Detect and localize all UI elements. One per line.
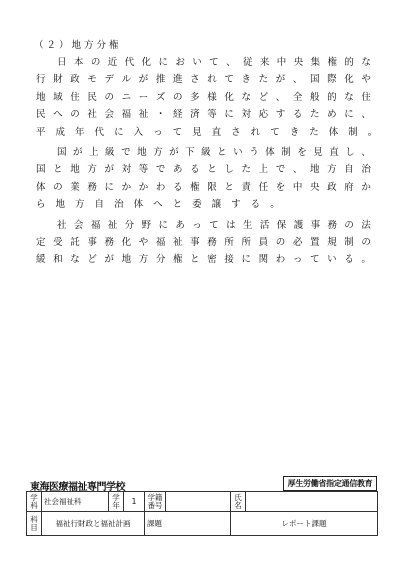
character: と — [207, 164, 217, 176]
text-line — [36, 180, 371, 196]
character: 級 — [105, 147, 115, 158]
character: 制 — [348, 126, 358, 138]
text-line — [36, 90, 371, 106]
character: 保 — [276, 219, 287, 231]
character: 地 — [121, 254, 132, 266]
subject-value: 福祉行財政と福祉計画 — [42, 512, 145, 536]
character: 地 — [137, 147, 147, 158]
character: の — [53, 181, 63, 193]
character: 密 — [207, 254, 217, 266]
character: き — [241, 74, 252, 86]
character: か — [121, 181, 132, 193]
text-line — [36, 125, 378, 141]
form-row-2 — [27, 512, 378, 536]
character: に — [224, 109, 234, 121]
character: ・ — [155, 109, 166, 121]
character: 、 — [226, 57, 236, 68]
character: デ — [104, 74, 115, 86]
character: 推 — [155, 74, 166, 86]
character: 般 — [310, 91, 320, 103]
character: の — [344, 219, 354, 231]
text-line — [57, 218, 371, 234]
character: っ — [192, 219, 202, 231]
text-line — [36, 162, 371, 178]
character: 民 — [36, 109, 46, 121]
character: い — [192, 57, 202, 68]
character: 年 — [75, 126, 85, 138]
character: 方 — [153, 147, 163, 158]
character: お — [175, 57, 185, 68]
assignment-value: レポート課題 — [231, 512, 378, 536]
department-value: 社会福祉科 — [42, 492, 109, 512]
character: 直 — [329, 147, 339, 158]
character: さ — [190, 74, 200, 86]
character: 対 — [241, 109, 252, 121]
text-line — [36, 197, 371, 213]
character: 方 — [138, 254, 149, 266]
character: 来 — [259, 57, 270, 68]
character: を — [297, 147, 307, 158]
character: 体 — [265, 147, 275, 158]
character: ー — [138, 91, 149, 103]
character: 見 — [192, 126, 202, 138]
character: 緩 — [36, 254, 46, 266]
character: さ — [231, 126, 241, 138]
character: す — [231, 199, 241, 211]
character: 様 — [207, 91, 217, 103]
character: 制 — [344, 237, 354, 248]
character: な — [241, 91, 252, 103]
subject-label: 科 目 — [27, 512, 42, 536]
character: 代 — [124, 57, 135, 68]
character: て — [209, 219, 219, 231]
character: 集 — [310, 57, 321, 68]
character: て — [224, 74, 234, 86]
character: 、 — [292, 164, 303, 176]
character: 直 — [211, 126, 222, 138]
character: 地 — [36, 91, 46, 103]
character: 権 — [190, 181, 200, 193]
character: が — [275, 74, 286, 86]
character: な — [344, 91, 354, 103]
character: す — [275, 109, 286, 121]
character: に — [241, 254, 252, 266]
character: し — [224, 164, 234, 176]
character: と — [224, 181, 234, 193]
character: 権 — [327, 57, 338, 68]
character: て — [172, 126, 183, 138]
character: 政 — [70, 74, 80, 86]
character: 祉 — [138, 109, 149, 121]
character: 会 — [104, 109, 115, 121]
text-line — [36, 107, 371, 123]
character: て — [270, 126, 280, 138]
character: 譲 — [211, 199, 222, 211]
character: 、 — [361, 109, 371, 121]
character: 祉 — [107, 219, 118, 231]
text-line — [36, 72, 371, 88]
character: 受 — [53, 237, 63, 248]
character: 野 — [141, 219, 152, 231]
character: い — [233, 147, 243, 158]
character: 社 — [57, 219, 67, 231]
character: 地 — [55, 199, 66, 211]
character: あ — [173, 164, 183, 176]
character: 和 — [53, 254, 63, 266]
form-row-1 — [27, 492, 378, 512]
character: の — [104, 91, 115, 103]
character: の — [275, 237, 286, 248]
character: 所 — [241, 237, 252, 248]
character: と — [53, 164, 63, 176]
character: 平 — [36, 126, 46, 138]
section-heading: （２）地方分権 — [34, 40, 122, 51]
character: 央 — [310, 181, 320, 193]
character: や — [361, 74, 371, 86]
character: を — [275, 181, 286, 193]
character: 国 — [57, 147, 67, 158]
character: 応 — [258, 109, 269, 121]
text-line — [57, 145, 371, 161]
character: る — [173, 181, 183, 193]
character: 住 — [361, 91, 371, 103]
character: 。 — [361, 254, 371, 266]
character: 業 — [70, 181, 80, 193]
character: 府 — [344, 181, 354, 193]
character: 方 — [87, 164, 97, 176]
character: 多 — [190, 91, 200, 103]
character: 進 — [173, 74, 183, 86]
character: 委 — [192, 199, 202, 211]
character: 域 — [53, 91, 63, 103]
character: 国 — [310, 74, 320, 86]
character: 、 — [292, 74, 303, 86]
character: 限 — [207, 181, 217, 193]
character: 福 — [121, 109, 132, 121]
character: 等 — [207, 109, 217, 121]
accreditation-stamp: 厚生労働省指定通信教育 — [283, 476, 377, 491]
character: れ — [250, 126, 261, 138]
character: 住 — [70, 91, 80, 103]
character: 済 — [190, 109, 200, 121]
character: 所 — [224, 237, 234, 248]
character: わ — [155, 181, 166, 193]
character: の — [361, 237, 371, 248]
character: 務 — [327, 219, 338, 231]
character: 、 — [275, 91, 286, 103]
character: れ — [207, 74, 217, 86]
character: た — [258, 74, 269, 86]
character: 福 — [155, 237, 166, 248]
character: 成 — [55, 126, 66, 138]
character: め — [327, 109, 337, 121]
character: 体 — [328, 126, 339, 138]
character: き — [289, 126, 300, 138]
character: な — [70, 254, 80, 266]
character: 託 — [70, 237, 80, 248]
character: の — [173, 91, 183, 103]
character: 務 — [104, 237, 115, 248]
character: て — [209, 57, 219, 68]
character: ど — [87, 254, 97, 266]
character: に — [104, 181, 115, 193]
text-line — [57, 55, 371, 71]
text-line — [36, 252, 371, 268]
character: る — [190, 164, 200, 176]
school-name: 東海医療福祉専門学校 — [30, 482, 125, 493]
department-label: 学 科 — [27, 492, 42, 512]
character: に — [344, 109, 354, 121]
character: 規 — [327, 237, 337, 248]
character: 方 — [75, 199, 85, 211]
character: と — [217, 147, 227, 158]
character: 全 — [292, 91, 303, 103]
character: 化 — [344, 74, 354, 86]
character: ど — [258, 91, 269, 103]
character: ら — [36, 199, 46, 211]
character: 体 — [133, 199, 144, 211]
character: に — [114, 126, 124, 138]
character: 事 — [190, 237, 200, 248]
character: 体 — [36, 181, 46, 193]
character: 地 — [70, 164, 80, 176]
character: 護 — [293, 219, 304, 231]
character: っ — [292, 254, 303, 266]
character: た — [309, 126, 319, 138]
character: る — [250, 199, 261, 211]
student-id-value[interactable] — [166, 492, 231, 512]
character: し — [345, 147, 355, 158]
character: 上 — [89, 147, 99, 158]
character: 活 — [259, 219, 270, 231]
character: 等 — [138, 164, 149, 176]
character: 方 — [327, 164, 337, 176]
character: モ — [87, 74, 97, 86]
character: 的 — [344, 57, 354, 68]
character: る — [344, 254, 354, 266]
character: で — [155, 164, 166, 176]
character: 国 — [36, 164, 46, 176]
character: っ — [153, 126, 163, 138]
character: あ — [175, 219, 185, 231]
character: 対 — [121, 164, 132, 176]
character: の — [70, 109, 80, 121]
character: 。 — [270, 199, 280, 211]
character: 下 — [185, 147, 195, 158]
character: が — [169, 147, 179, 158]
character: 政 — [327, 181, 337, 193]
character: 的 — [327, 91, 337, 103]
character: 分 — [155, 254, 166, 266]
character: 関 — [258, 254, 269, 266]
character: 接 — [224, 254, 234, 266]
character: が — [104, 164, 115, 176]
character: が — [73, 147, 83, 158]
character: 責 — [241, 181, 252, 193]
text-line — [36, 235, 371, 251]
character: や — [138, 237, 149, 248]
name-value[interactable] — [246, 492, 378, 512]
character: ル — [121, 74, 132, 86]
character: が — [138, 74, 149, 86]
character: う — [249, 147, 259, 158]
character: 、 — [361, 147, 371, 158]
character: 化 — [141, 57, 152, 68]
name-label: 氏 名 — [231, 492, 246, 512]
character: に — [158, 219, 168, 231]
character: た — [241, 164, 252, 176]
character: 中 — [276, 57, 287, 68]
character: の — [90, 57, 101, 68]
character: た — [310, 109, 320, 121]
character: へ — [153, 199, 163, 211]
character: い — [327, 254, 337, 266]
character: 制 — [281, 147, 291, 158]
character: な — [361, 57, 371, 68]
character: 祉 — [173, 237, 183, 248]
character: 央 — [293, 57, 304, 68]
character: 経 — [173, 109, 183, 121]
character: 任 — [258, 181, 269, 193]
character: 日 — [57, 57, 67, 68]
character: 。 — [367, 126, 378, 138]
character: 社 — [87, 109, 97, 121]
character: 地 — [310, 164, 320, 176]
character: 際 — [327, 74, 337, 86]
character: 法 — [361, 219, 371, 231]
assignment-label: 課題 — [145, 512, 231, 536]
character: か — [361, 181, 371, 193]
character: 自 — [344, 164, 354, 176]
character: は — [226, 219, 236, 231]
character: 事 — [87, 237, 97, 248]
character: る — [292, 109, 303, 121]
character: 化 — [224, 91, 234, 103]
character: 定 — [36, 237, 46, 248]
character: 福 — [90, 219, 101, 231]
character: 権 — [173, 254, 183, 266]
character: に — [158, 57, 168, 68]
character: 上 — [258, 164, 269, 176]
character: と — [190, 254, 200, 266]
character: 員 — [258, 237, 269, 248]
character: 治 — [361, 164, 371, 176]
student-info-form — [26, 491, 378, 536]
character: 見 — [313, 147, 323, 158]
student-id-label: 学籍 番号 — [145, 492, 166, 512]
character: 従 — [242, 57, 253, 68]
character: 級 — [201, 147, 211, 158]
character: 置 — [310, 237, 320, 248]
character: 会 — [73, 219, 84, 231]
character: ニ — [121, 91, 132, 103]
character: 中 — [292, 181, 303, 193]
character: で — [121, 147, 131, 158]
character: 務 — [87, 181, 97, 193]
grade-label: 学 年 — [109, 492, 124, 512]
character: で — [275, 164, 286, 176]
character: へ — [53, 109, 63, 121]
character: 必 — [292, 237, 303, 248]
character: 生 — [242, 219, 253, 231]
character: 近 — [107, 57, 118, 68]
character: 治 — [114, 199, 124, 211]
character: 化 — [121, 237, 132, 248]
character: わ — [275, 254, 286, 266]
character: 自 — [94, 199, 105, 211]
character: と — [172, 199, 183, 211]
character: 入 — [133, 126, 144, 138]
character: 分 — [124, 219, 135, 231]
character: 本 — [73, 57, 84, 68]
character: 行 — [36, 74, 46, 86]
character: て — [310, 254, 320, 266]
character: ズ — [155, 91, 166, 103]
character: 事 — [310, 219, 321, 231]
character: 民 — [87, 91, 97, 103]
character: 務 — [207, 237, 217, 248]
character: が — [104, 254, 115, 266]
grade-value: 1 — [124, 492, 145, 512]
character: 代 — [94, 126, 105, 138]
character: 財 — [53, 74, 63, 86]
character: か — [138, 181, 149, 193]
